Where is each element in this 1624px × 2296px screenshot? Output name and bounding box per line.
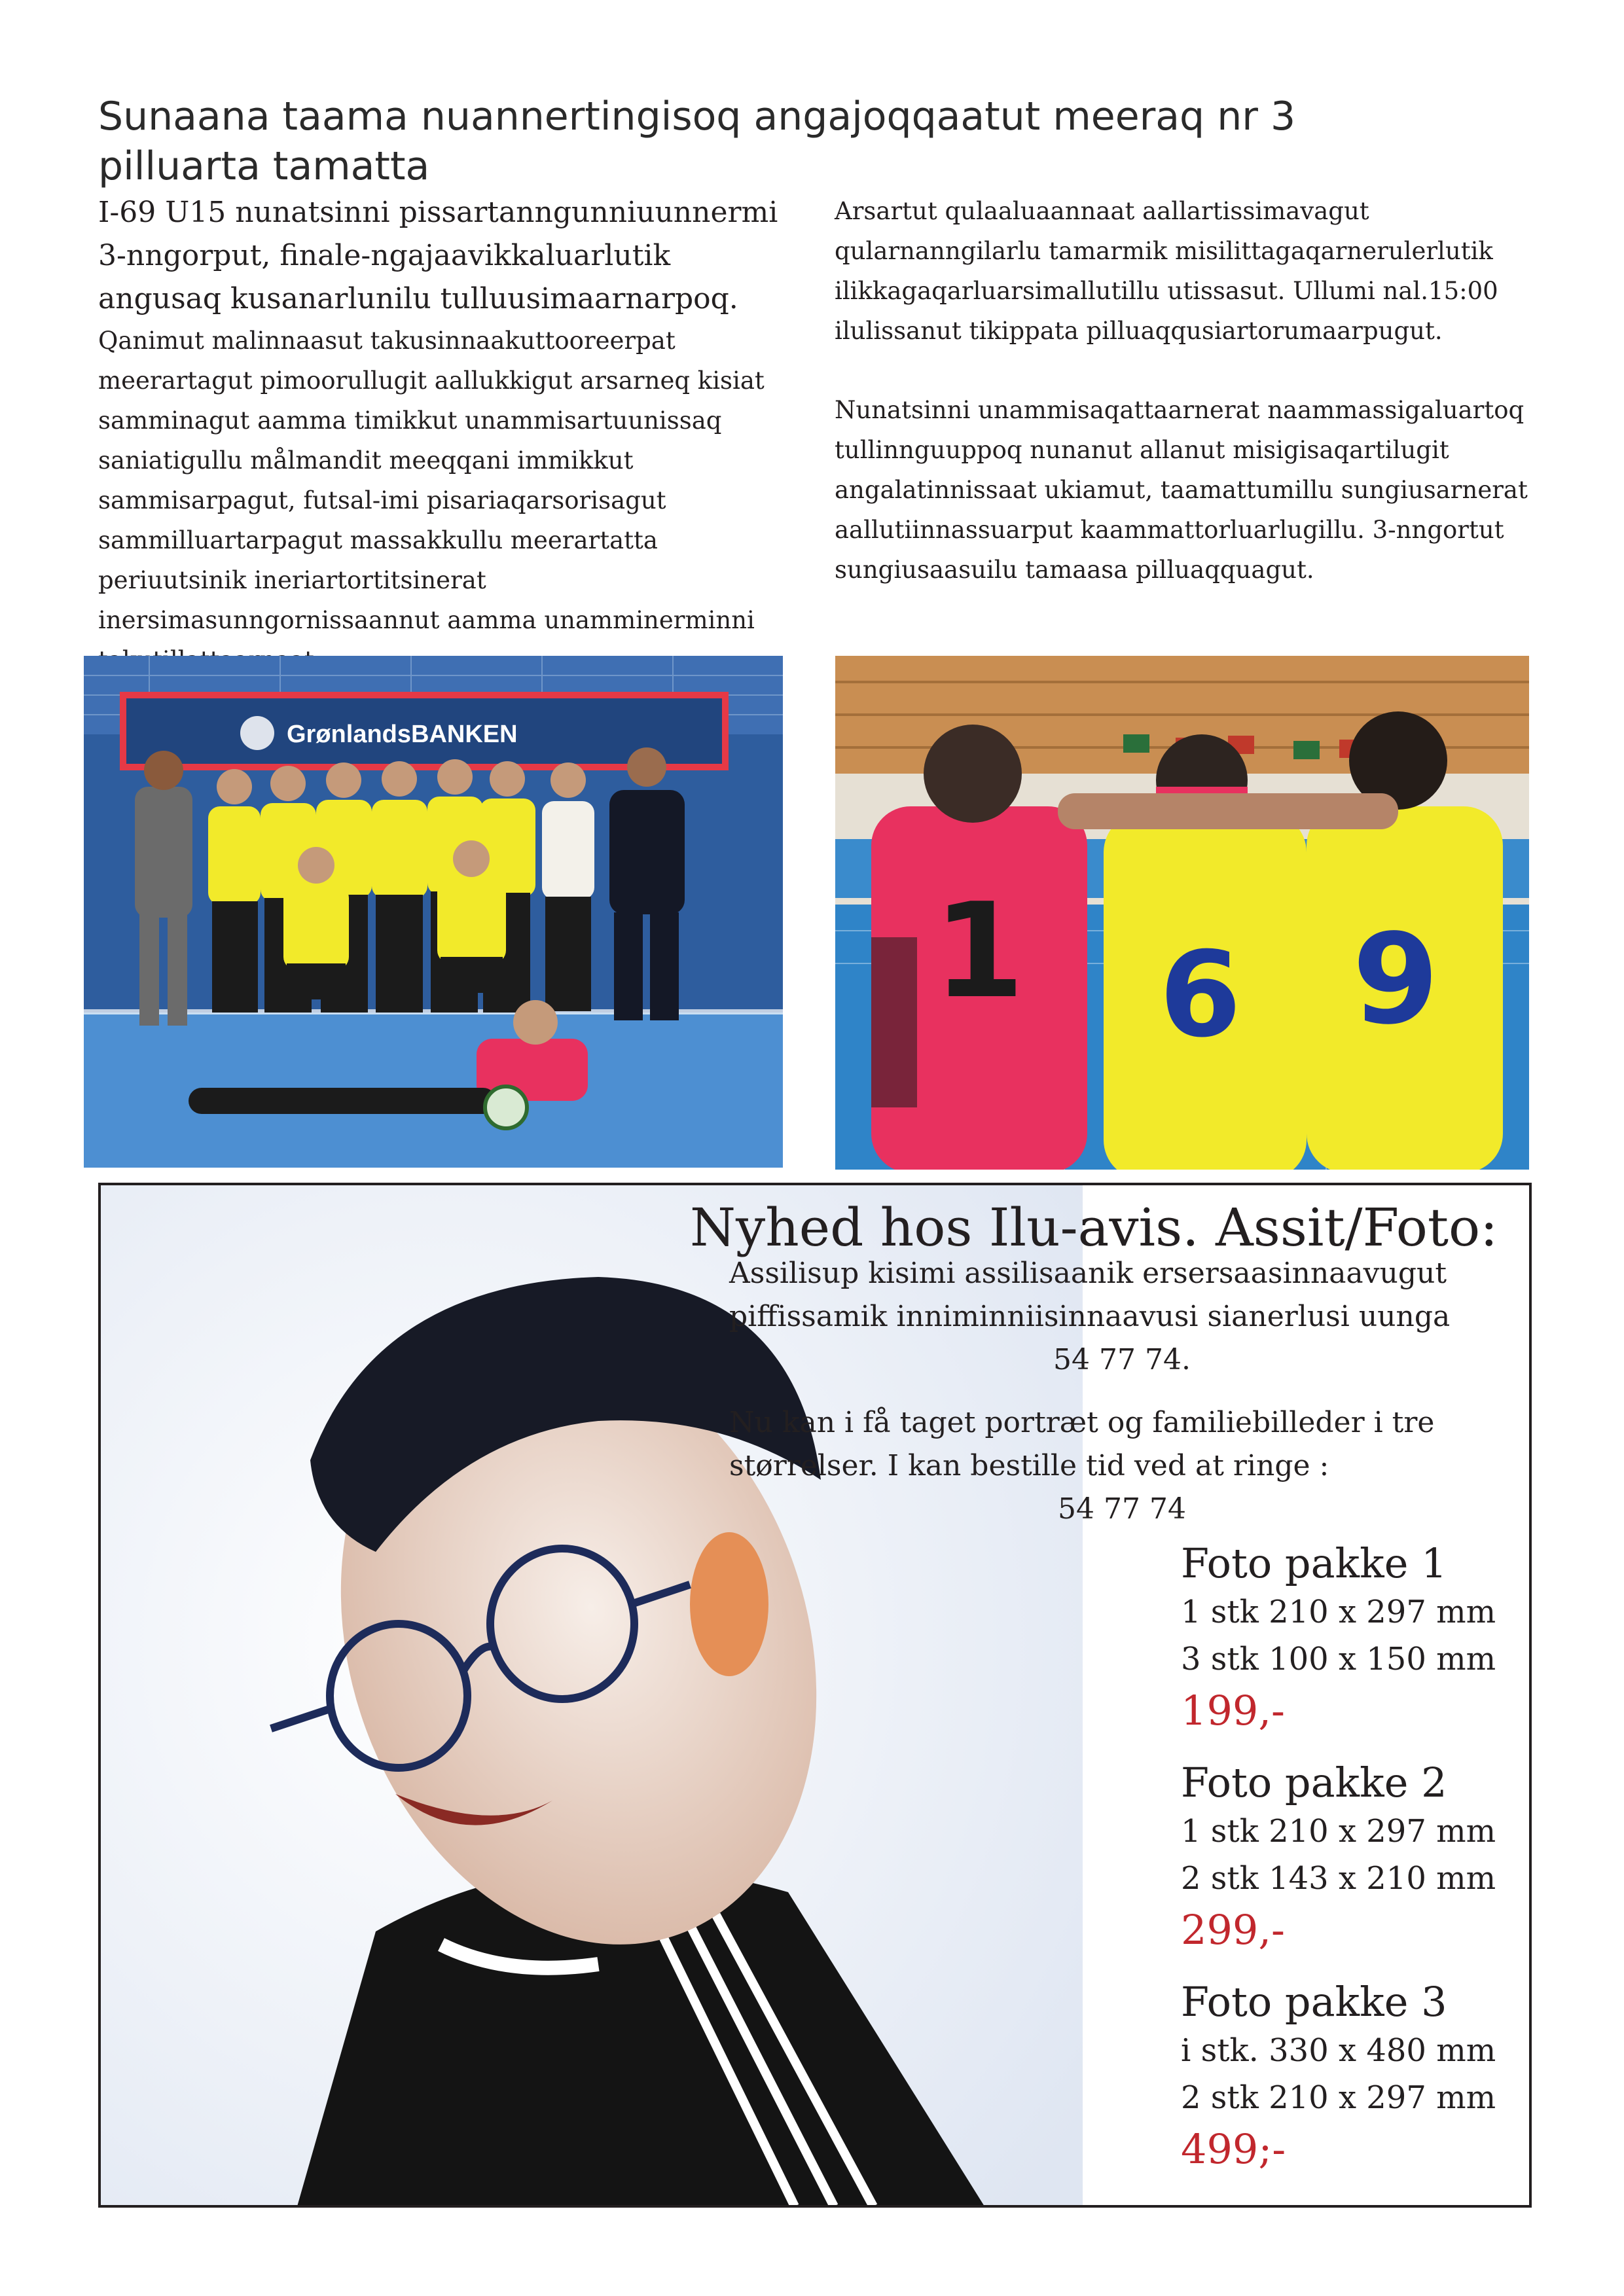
jersey-number-6: 6 (1159, 927, 1242, 1064)
foto-package-3 (1181, 1977, 1521, 2178)
article-column-left (98, 191, 792, 680)
foto-package-2 (1181, 1758, 1521, 1958)
article-column-right (835, 191, 1528, 590)
jersey-number-1: 1 (933, 875, 1025, 1028)
foto-package-line: 3 stk 100 x 150 mm (1181, 1641, 1496, 1677)
ad-text-danish (729, 1401, 1515, 1531)
ad-text-greenlandic-body: Assilisup kisimi assilisaanik ersersaasinnaavugut piffissamik inniminniisinnaavusi sianerlusi uunga (729, 1257, 1451, 1333)
ad-phone-1: 54 77 74. (1053, 1343, 1191, 1376)
article-body-right-2: Nunatsinni unammisaqattaarnerat naammassigaluartoq tullinnguuppoq nunanut allanut misigisaqartilugit angalatinnissaat ukiamut, taamattumillu sungiusarnerat aallutiinnassuarput kaammattorluarlugillu. 3-nngortut sungiusaasuilu tamaasa pilluaqquagut. (835, 396, 1528, 584)
ad-phone-2: 54 77 74 (1058, 1492, 1186, 1526)
foto-package-title: Foto pakke 1 (1181, 1539, 1447, 1587)
foto-package-line: 1 stk 210 x 297 mm (1181, 1594, 1496, 1630)
foto-package-line: 2 stk 210 x 297 mm (1181, 2079, 1496, 2116)
foto-package-title: Foto pakke 3 (1181, 1978, 1447, 2026)
foto-package-1 (1181, 1539, 1521, 1739)
article-lead: I-69 U15 nunatsinni pissartanngunniuunnermi 3-nngorput, finale-ngajaavikkaluarlutik angusaq kusanarlunilu tulluusimaarnarpoq. (98, 196, 778, 315)
foto-package-line: 2 stk 143 x 210 mm (1181, 1860, 1496, 1897)
foto-package-price: 299,- (1181, 1906, 1285, 1954)
article-body-left: Qanimut malinnaasut takusinnaakuttooreerpat meerartagut pimoorullugit aallukkigut arsarneq kisiat samminagut aamma timikkut unammisartuunissaq saniatigullu målmandit meeqqani immikkut sammisarpagut, futsal-imi pisariaqarsorisagut sammilluartarpagut massakkullu meerartatta periuutsinik ineriartortitsinerat inersimasunngornissaannut aamma unamminerminni (98, 327, 765, 634)
ad-text-danish-body: Nu kan i få taget portræt og familiebilleder i tre størrelser. I kan bestille tid ved at ringe : (729, 1406, 1435, 1482)
photo-ad-box (98, 1183, 1532, 2208)
ad-title: Nyhed hos Ilu-avis. Assit/Foto: (690, 1197, 1498, 1258)
foto-package-title: Foto pakke 2 (1181, 1759, 1447, 1806)
foto-package-price: 199,- (1181, 1687, 1285, 1734)
ad-text-greenlandic (729, 1252, 1515, 1382)
article-body-right-1: Arsartut qulaaluaannaat aallartissimavagut qularnanngilarlu tamarmik misilittagaqarnerulerlutik ilikkagaqarluarsimallutillu utissasut. Ullumi nal.15:00 ilulissanut tikippata pilluaqqusiartorumaarpugut. (835, 197, 1498, 345)
jersey-backs-photo (835, 656, 1529, 1170)
foto-package-price: 499;- (1181, 2125, 1286, 2173)
team-banner-text: GrønlandsBANKEN (287, 721, 518, 748)
jersey-number-9: 9 (1352, 907, 1439, 1052)
foto-package-line: i stk. 330 x 480 mm (1181, 2032, 1496, 2069)
foto-package-line: 1 stk 210 x 297 mm (1181, 1813, 1496, 1850)
article-headline: Sunaana taama nuannertingisoq angajoqqaatut meeraq nr 3 pilluarta tamatta (98, 94, 1296, 189)
team-photo (84, 656, 783, 1168)
